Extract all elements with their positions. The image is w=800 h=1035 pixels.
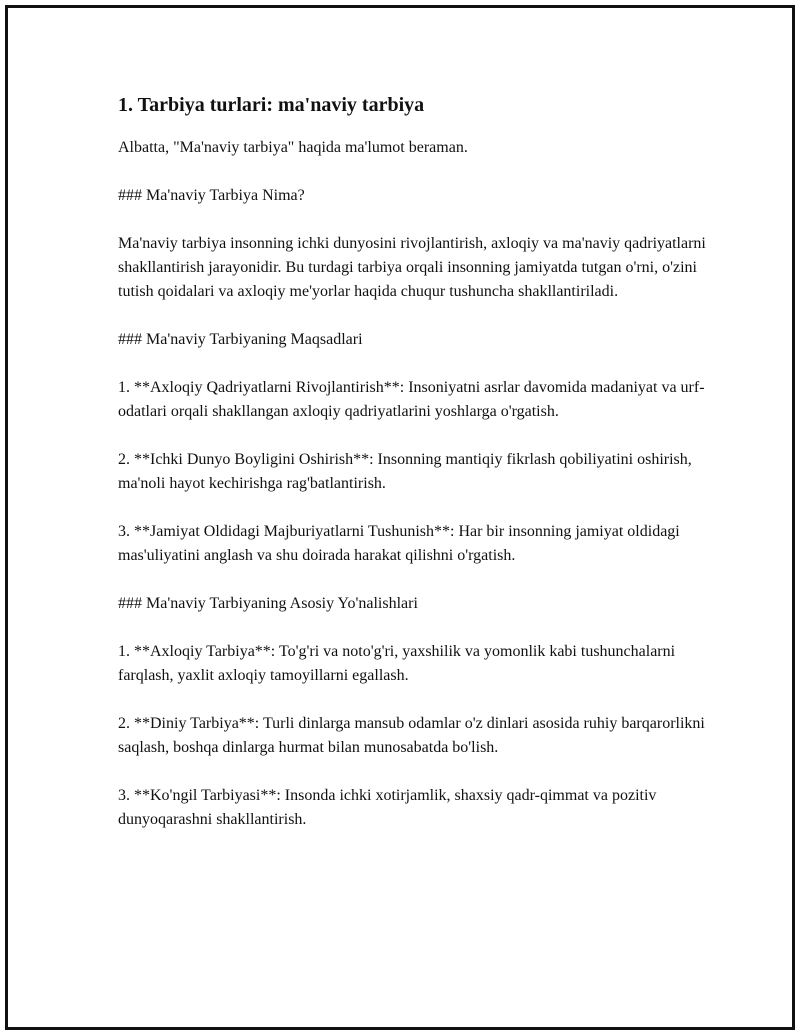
section-heading-directions: ### Ma'naviy Tarbiyaning Asosiy Yo'nalishlari [118,595,418,612]
section-heading-definition: ### Ma'naviy Tarbiya Nima? [118,187,305,204]
document-title: 1. Tarbiya turlari: ma'naviy tarbiya [118,94,425,116]
direction-item-2: 2. **Diniy Tarbiya**: Turli dinlarga mansub odamlar o'z dinlari asosida ruhiy barqarorlikni saqlash, boshqa dinlarga hurmat bilan munosabatda bo'lish. [118,715,705,756]
direction-item-1: 1. **Axloqiy Tarbiya**: To'g'ri va noto'g'ri, yaxshilik va yomonlik kabi tushunchalarni farqlash, yaxlit axloqiy tamoyillarni egallash. [118,643,676,684]
intro-paragraph: Albatta, "Ma'naviy tarbiya" haqida ma'lumot beraman. [118,139,468,156]
document-body [118,92,718,856]
section-heading-goals: ### Ma'naviy Tarbiyaning Maqsadlari [118,331,363,348]
goal-item-3: 3. **Jamiyat Oldidagi Majburiyatlarni Tushunish**: Har bir insonning jamiyat oldidagi mas'uliyatini anglash va shu doirada harakat qilishni o'rgatish. [118,523,680,564]
goal-item-2: 2. **Ichki Dunyo Boyligini Oshirish**: Insonning mantiqiy fikrlash qobiliyatini oshirish, ma'noli hayot kechirishga rag'batlantirish. [118,451,692,492]
goal-item-1: 1. **Axloqiy Qadriyatlarni Rivojlantirish**: Insoniyatni asrlar davomida madaniyat va urf-odatlari orqali shakllangan axloqiy qadriyatlarini yoshlarga o'rgatish. [118,379,705,420]
direction-item-3: 3. **Ko'ngil Tarbiyasi**: Insonda ichki xotirjamlik, shaxsiy qadr-qimmat va pozitiv dunyoqarashni shakllantirish. [118,787,657,828]
definition-paragraph: Ma'naviy tarbiya insonning ichki dunyosini rivojlantirish, axloqiy va ma'naviy qadriyatlarni shakllantirish jarayonidir. Bu turdagi tarbiya orqali insonning jamiyatda tutgan o'rni, o'zini tutish qoidalari va axloqiy me'yorlar haqida chuqur tushuncha shakllantiriladi. [118,235,706,300]
